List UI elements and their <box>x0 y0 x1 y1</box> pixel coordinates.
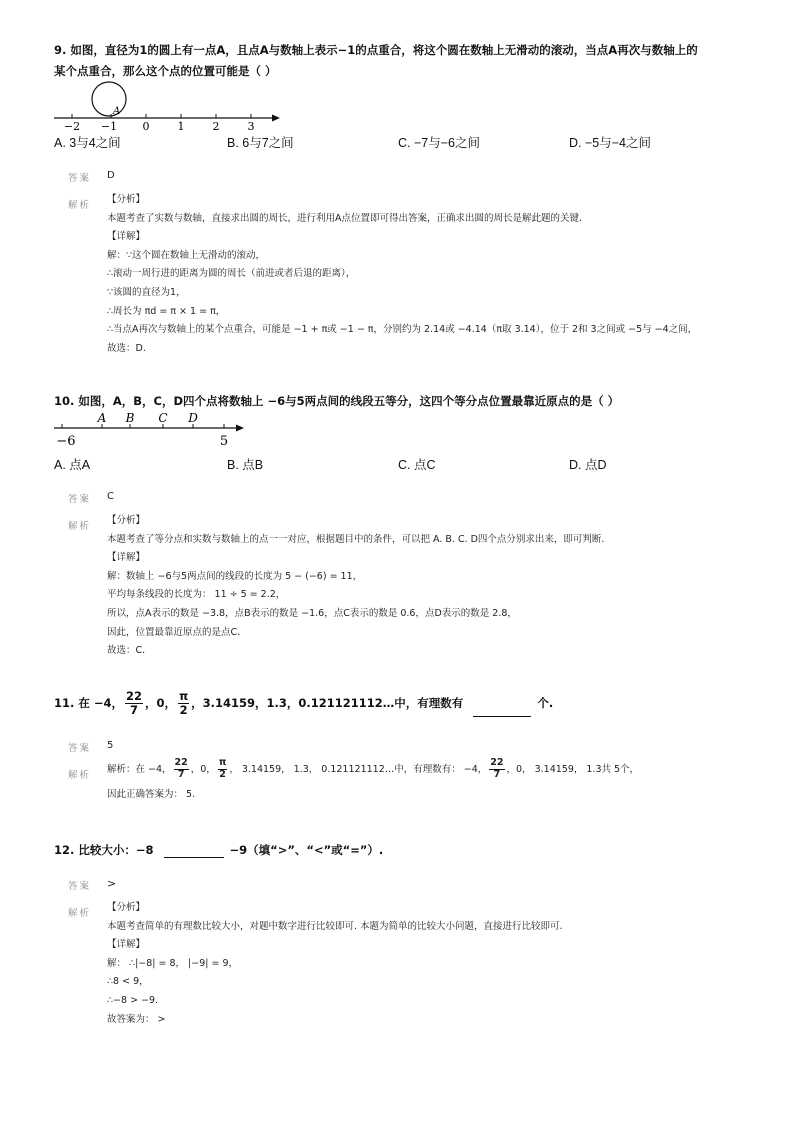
q11-answer: 5 <box>107 740 114 751</box>
q11-sol-mid: ， 3.14159， 1.3， 0.121121112…中，有理数有： −4， <box>229 763 488 775</box>
q10-number-line-figure <box>50 408 250 452</box>
q9-solution-line: ∴当点A再次与数轴上的某个点重合，可能是 −1 + π或 −1 − π，分别约为 2.14或 −4.14（π取 3.14），位于 2和 3之间或 −5与 −4之间， <box>107 324 698 336</box>
q9-solution <box>107 191 697 358</box>
q11-sol-frac1-num: 22 <box>174 757 188 768</box>
q10-option-a[interactable]: A. 点A <box>54 458 91 472</box>
q10-point-label: B <box>125 411 135 425</box>
q12-stem <box>54 842 383 858</box>
q11-fraction-pi-2 <box>178 690 189 717</box>
q12-analysis-label: 解析 <box>68 908 92 919</box>
q11-sol-frac2-num: π <box>218 757 227 768</box>
q9-solution-line: 解：∵这个圆在数轴上无滑动的滚动， <box>107 249 266 261</box>
q11-stem-suffix: ，3.14159，1.3，0.121121112…中，有理数有 <box>191 696 464 711</box>
q9-stem-line1: 9. 如图，直径为1的圆上有一点A，且点A与数轴上表示−1的点重合，将这个圆在数轴上无滑动的滚动，当点A再次与数轴上的 <box>54 43 698 57</box>
q12-solution <box>107 899 563 1029</box>
q10-solution-line: 因此，位置最靠近原点的是点C. <box>107 626 241 638</box>
q10-right-label: 5 <box>219 434 229 449</box>
q11-sol-frac2-den: 2 <box>219 768 226 780</box>
q9-tick-label: −2 <box>63 120 81 133</box>
q11-solution-line2: 因此正确答案为： 5. <box>107 789 196 800</box>
q9-solution-line: 【详解】 <box>107 231 146 243</box>
q10-solution-line: 解：数轴上 −6与5两点间的线段的长度为 5 − (−6) = 11， <box>107 570 363 582</box>
q12-stem-suffix: −9（填“>”、“<”或“=”）. <box>229 843 384 857</box>
q10-option-c[interactable]: C. 点C <box>398 458 436 472</box>
q12-solution-line: 【详解】 <box>107 939 146 951</box>
q9-option-d[interactable]: D. −5与−4之间 <box>569 136 651 150</box>
q12-solution-line: ∴−8 > −9. <box>107 994 159 1006</box>
q12-answer-blank[interactable] <box>164 844 224 858</box>
q11-frac2-den: 2 <box>179 703 188 718</box>
q11-sol-fraction-22-7 <box>174 758 189 781</box>
q10-option-d[interactable]: D. 点D <box>569 458 607 472</box>
q10-solution-line: 所以，点A表示的数是 −3.8，点B表示的数是 −1.6，点C表示的数是 0.6，点D表示的数是 2.8， <box>107 607 517 619</box>
q12-stem-prefix: 12. 比较大小：−8 <box>54 843 154 857</box>
q11-answer-label: 答案 <box>68 743 92 754</box>
q11-sol-frac3-den: 7 <box>493 768 501 780</box>
q10-stem: 10. 如图，A，B，C，D四个点将数轴上 −6与5两点间的线段五等分，这四个等分点位置最靠近原点的是（ ） <box>54 394 620 408</box>
q9-number-line-figure <box>50 78 290 134</box>
q9-solution-line: 本题考查了实数与数轴，直接求出圆的周长，进行利用A点位置即可得出答案，正确求出圆的周长是解此题的关键. <box>107 212 583 224</box>
q11-frac1-den: 7 <box>130 703 139 718</box>
q10-axis-arrow <box>236 425 244 432</box>
q9-stem-line2: 某个点重合，那么这个点的位置可能是（ ） <box>54 64 277 78</box>
q12-solution-line: 【分析】 <box>107 902 146 913</box>
q9-option-b[interactable]: B. 6与7之间 <box>227 136 294 150</box>
q11-answer-blank[interactable] <box>473 702 531 717</box>
q10-solution-line: 【详解】 <box>107 552 146 564</box>
q10-solution <box>107 512 604 661</box>
q10-analysis-label: 解析 <box>68 521 92 532</box>
q9-tick-label: 0 <box>142 120 150 133</box>
q11-stem <box>54 690 553 717</box>
q9-axis-arrow <box>272 115 280 122</box>
q10-left-label: −6 <box>56 434 76 449</box>
q11-sol-fraction-22-7-b <box>489 758 504 781</box>
q12-solution-line: 本题考查简单的有理数比较大小，对题中数字进行比较即可. 本题为简单的比较大小问题，直接进行比较即可. <box>107 920 563 932</box>
q12-answer: > <box>107 877 117 890</box>
q10-answer: C <box>107 491 114 502</box>
q11-sol-prefix: 解析：在 −4， <box>107 763 172 775</box>
q11-frac1-num: 22 <box>126 689 143 703</box>
q11-stem-prefix: 11. 在 −4， <box>54 696 124 711</box>
q9-option-c[interactable]: C. −7与−6之间 <box>398 136 480 150</box>
q11-solution-line1 <box>107 758 639 781</box>
q10-solution-line: 【分析】 <box>107 515 146 526</box>
q9-tick-label: 3 <box>247 120 255 133</box>
q9-option-a[interactable]: A. 3与4之间 <box>54 136 121 150</box>
q12-solution-line: ∴8 < 9， <box>107 976 149 988</box>
q11-sol-frac1-den: 7 <box>177 768 185 780</box>
q9-solution-line: 故选：D. <box>107 342 146 354</box>
q12-solution-line: 故答案为： > <box>107 1013 166 1025</box>
q11-sol-frac3-num: 22 <box>490 757 504 768</box>
q11-stem-sep: ，0， <box>145 696 177 711</box>
q10-point-label: C <box>158 411 168 425</box>
q11-analysis-label: 解析 <box>68 770 92 781</box>
q10-solution-line: 本题考查了等分点和实数与数轴上的点一一对应，根据题目中的条件，可以把 A. B. C. D四个点分别求出来，即可判断. <box>107 533 605 545</box>
q11-stem-end: 个. <box>537 696 554 711</box>
q11-fraction-22-7 <box>125 690 143 717</box>
q11-sol-end: ，0， 3.14159， 1.3共 5个， <box>506 763 640 775</box>
q9-circle <box>92 82 126 116</box>
q9-solution-line: ∴滚动一周行进的距离为圆的周长（前进或者后退的距离）， <box>107 268 356 280</box>
q9-tick-label: −1 <box>100 120 118 133</box>
q10-solution-line: 故选：C. <box>107 645 146 657</box>
q11-sol-fraction-pi-2 <box>218 758 228 781</box>
q9-answer-label: 答案 <box>68 173 92 184</box>
q12-answer-label: 答案 <box>68 881 92 892</box>
q11-sol-sep: ，0， <box>190 763 216 775</box>
q9-analysis-label: 解析 <box>68 200 92 211</box>
q10-option-b[interactable]: B. 点B <box>227 458 264 472</box>
q9-solution-line: 【分析】 <box>107 194 146 205</box>
q11-frac2-num: π <box>179 689 189 703</box>
q10-answer-label: 答案 <box>68 494 92 505</box>
q10-point-label: A <box>97 411 107 425</box>
q12-solution-line: 解： ∴|−8| = 8， |−9| = 9， <box>107 957 238 969</box>
q9-tick-label: 2 <box>212 120 220 133</box>
q9-point-label: A <box>113 106 121 117</box>
q10-solution-line: 平均每条线段的长度为： 11 ÷ 5 = 2.2， <box>107 589 286 601</box>
q9-solution-line: ∵该圆的直径为1， <box>107 286 186 298</box>
q9-answer: D <box>107 170 115 181</box>
q9-solution-line: ∴周长为 πd = π × 1 = π， <box>107 305 226 317</box>
q9-tick-label: 1 <box>177 120 185 133</box>
q10-point-label: D <box>188 411 198 425</box>
